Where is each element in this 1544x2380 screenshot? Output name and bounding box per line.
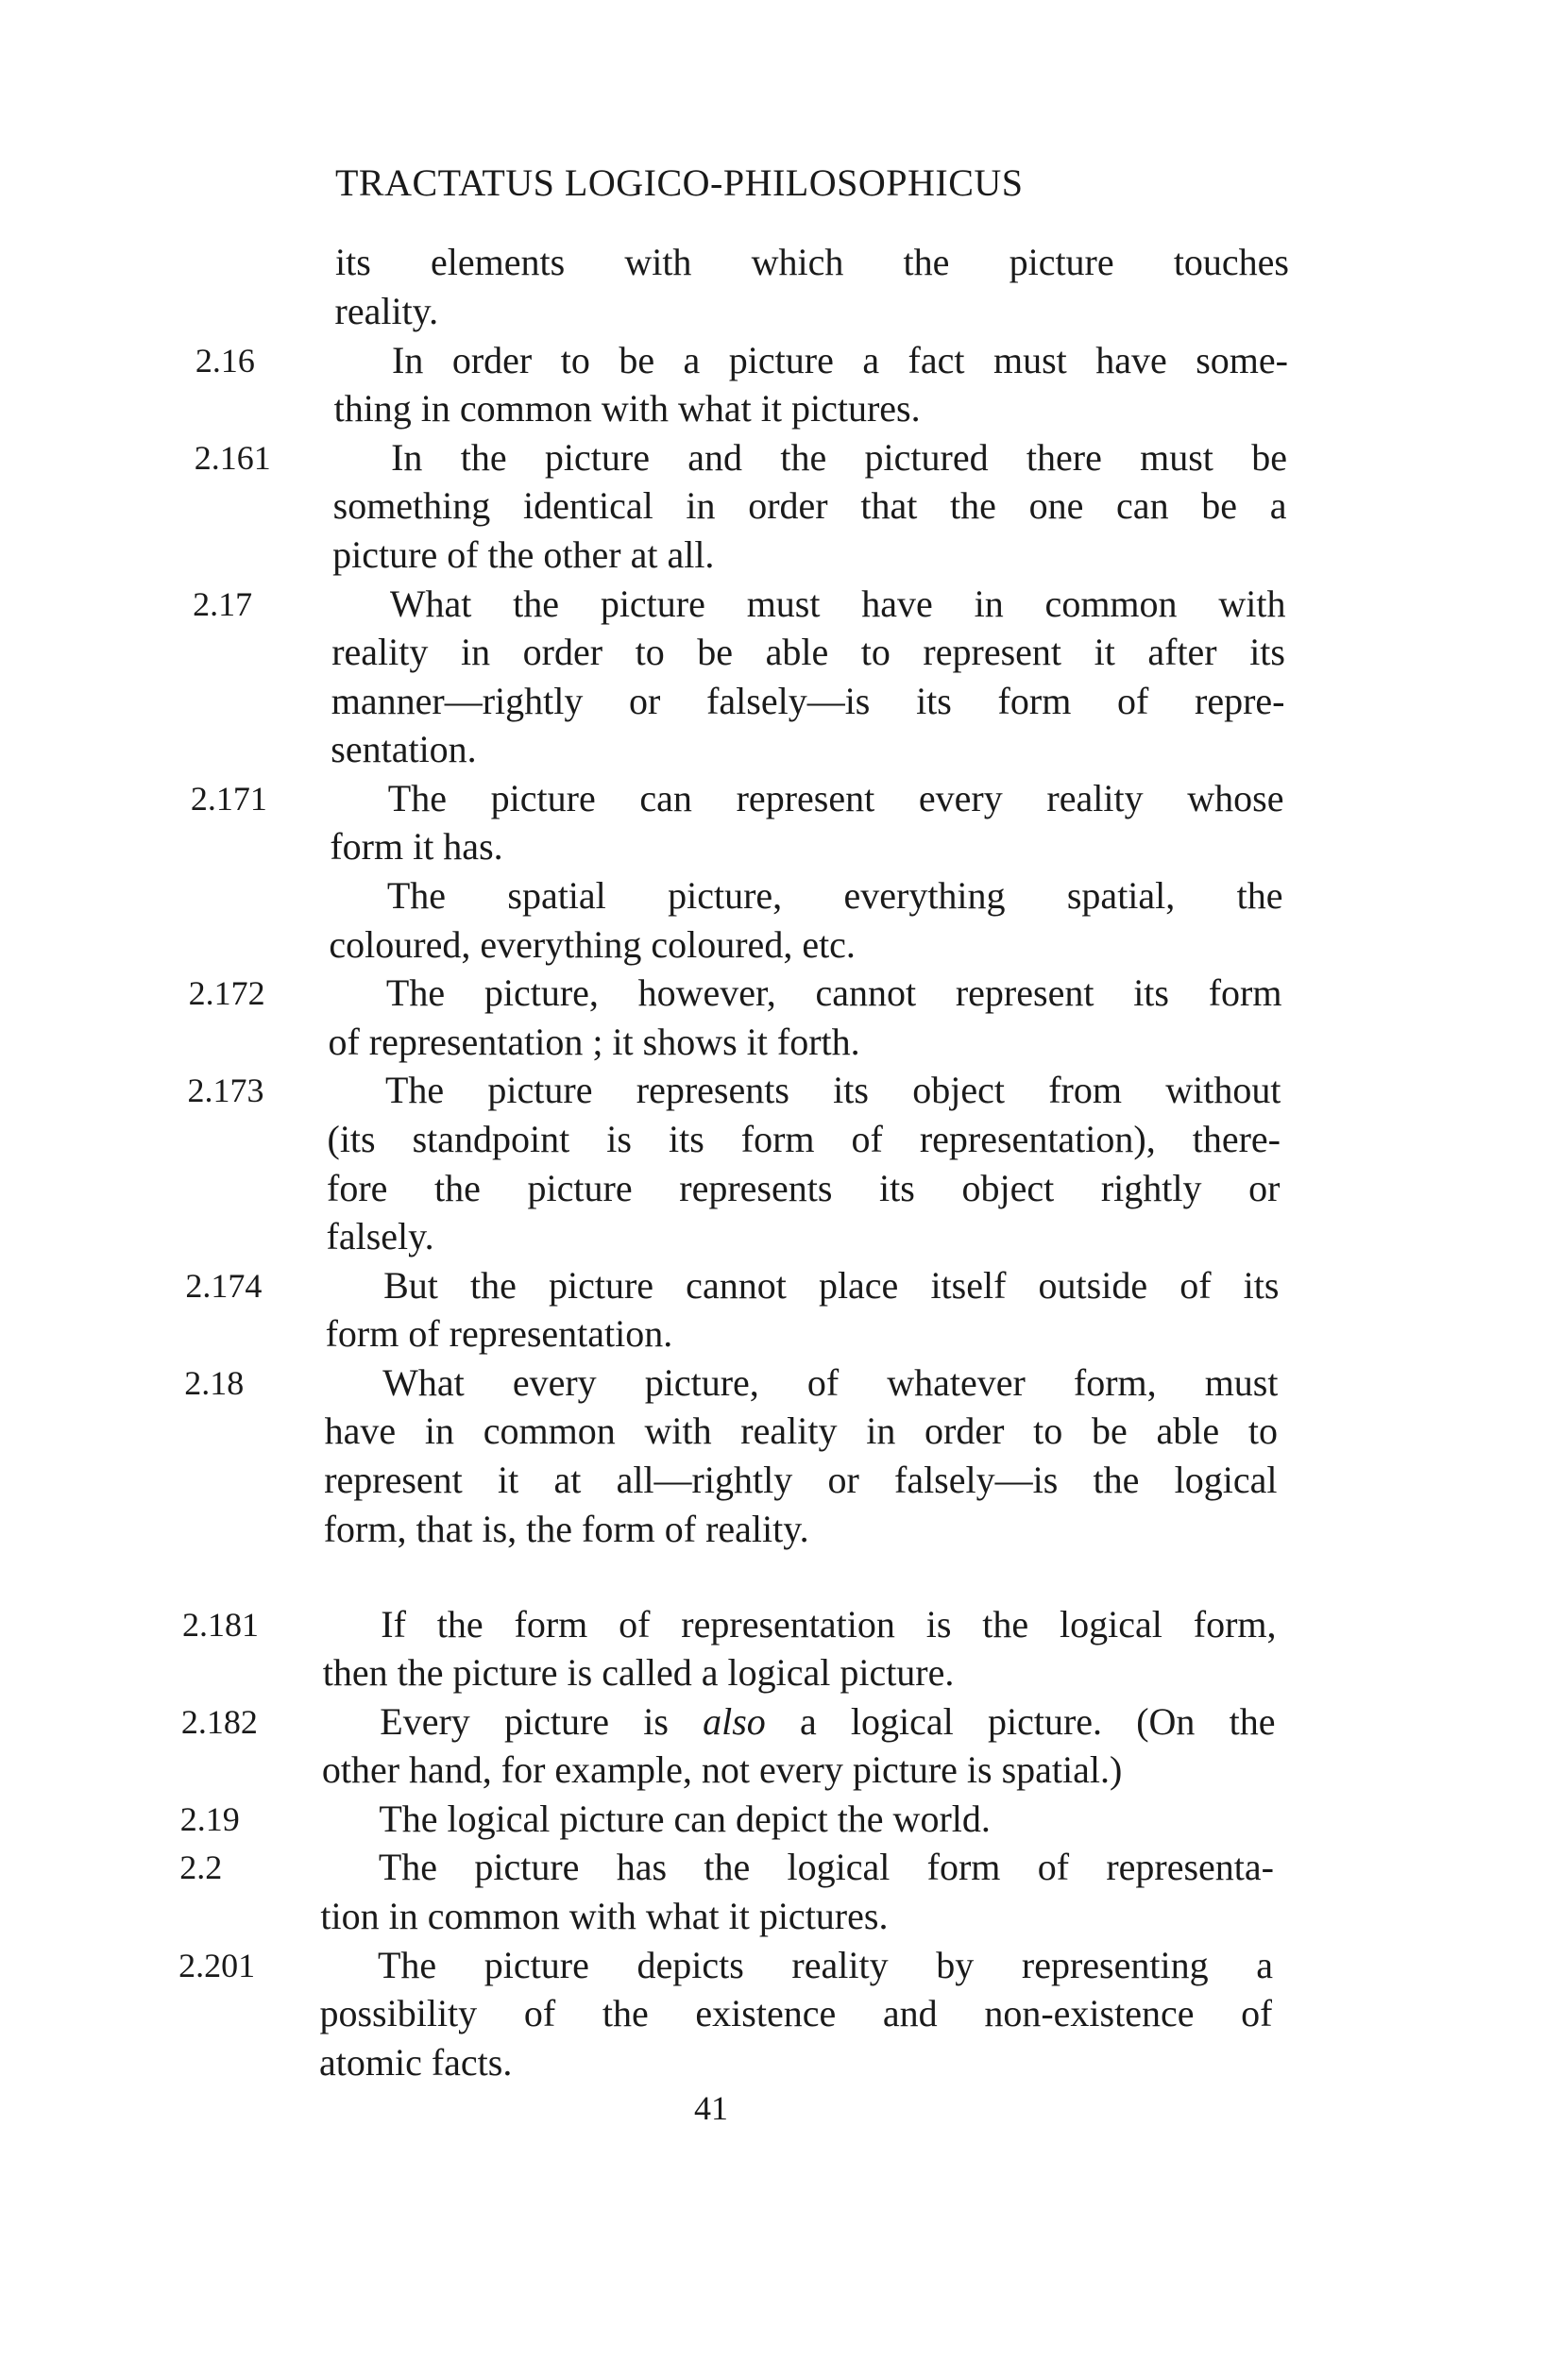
text-line: fore the picture represents its object rightly or	[327, 1166, 1281, 1209]
text-line: falsely.	[326, 1215, 434, 1258]
text-line: its elements with which the picture touches	[335, 241, 1289, 284]
proposition-number: 2.181	[182, 1605, 259, 1644]
text-line: In order to be a picture a fact must have some-	[392, 338, 1288, 381]
text-line: In the picture and the pictured there must be	[391, 435, 1287, 479]
proposition-number: 2.201	[178, 1946, 256, 1984]
proposition-number: 2.182	[180, 1702, 258, 1741]
running-header: TRACTATUS LOGICO-PHILOSOPHICUS	[335, 161, 1024, 204]
text-line: picture of the other at all.	[332, 532, 715, 576]
text-line: then the picture is called a logical picture.	[322, 1651, 955, 1695]
text-line: If the form of representation is the logical form,	[381, 1602, 1277, 1646]
proposition-number: 2.19	[179, 1799, 240, 1838]
text-line: The picture depicts reality by representing a	[377, 1943, 1273, 1986]
text-segment: Every picture is	[380, 1699, 704, 1743]
text-line: The picture can represent every reality whose	[387, 776, 1284, 819]
text-segment: a logical picture. (On the	[765, 1699, 1276, 1743]
text-line: something identical in order that the one can be a	[332, 484, 1287, 528]
text-line: sentation.	[331, 728, 477, 771]
text-line: reality.	[334, 290, 439, 333]
text-line: have in common with reality in order to be able to	[324, 1409, 1278, 1453]
proposition-number: 2.17	[193, 584, 253, 623]
text-line: represent it at all—rightly or falsely—is the logical	[324, 1459, 1278, 1502]
text-line: form of representation.	[325, 1312, 673, 1356]
text-line: manner—rightly or falsely—is its form of repre-	[331, 679, 1285, 722]
proposition-number: 2.173	[187, 1072, 264, 1110]
text-line: form it has.	[330, 825, 503, 869]
text-line: possibility of the existence and non-existence of	[319, 1992, 1273, 2035]
text-line: tion in common with what it pictures.	[320, 1895, 889, 1938]
text-line: of representation ; it shows it forth.	[328, 1020, 860, 1063]
italic-text: also	[703, 1699, 766, 1743]
text-line: atomic facts.	[319, 2040, 513, 2084]
text-line: The picture represents its object from without	[384, 1069, 1281, 1112]
text-line: What every picture, of whatever form, must	[382, 1360, 1279, 1404]
text-line: The picture has the logical form of representa-	[378, 1846, 1274, 1889]
text-line: form, that is, the form of reality.	[323, 1507, 809, 1550]
text-line: reality in order to be able to represent it after its	[331, 631, 1285, 674]
text-line: coloured, everything coloured, etc.	[329, 922, 856, 966]
text-line: The picture, however, cannot represent its form	[385, 971, 1282, 1015]
text-line	[380, 1697, 1275, 1747]
text-line: The logical picture can depict the world.	[379, 1797, 991, 1840]
text-line: thing in common with what it pictures.	[333, 387, 921, 430]
text-line: But the picture cannot place itself outside of its	[383, 1263, 1280, 1307]
text-line: (its standpoint is its form of representation), there-	[327, 1117, 1281, 1160]
proposition-number: 2.172	[188, 974, 265, 1013]
text-line: other hand, for example, not every picture is spatial.)	[321, 1748, 1123, 1792]
page-number: 41	[694, 2089, 728, 2127]
proposition-number: 2.171	[190, 779, 267, 818]
proposition-number: 2.16	[195, 341, 255, 380]
proposition-number: 2.174	[185, 1266, 263, 1305]
proposition-number: 2.161	[194, 438, 271, 477]
text-line: The spatial picture, everything spatial, the	[386, 874, 1283, 918]
proposition-number: 2.18	[184, 1363, 245, 1402]
proposition-number: 2.2	[179, 1848, 223, 1887]
text-line: What the picture must have in common with	[389, 582, 1286, 625]
